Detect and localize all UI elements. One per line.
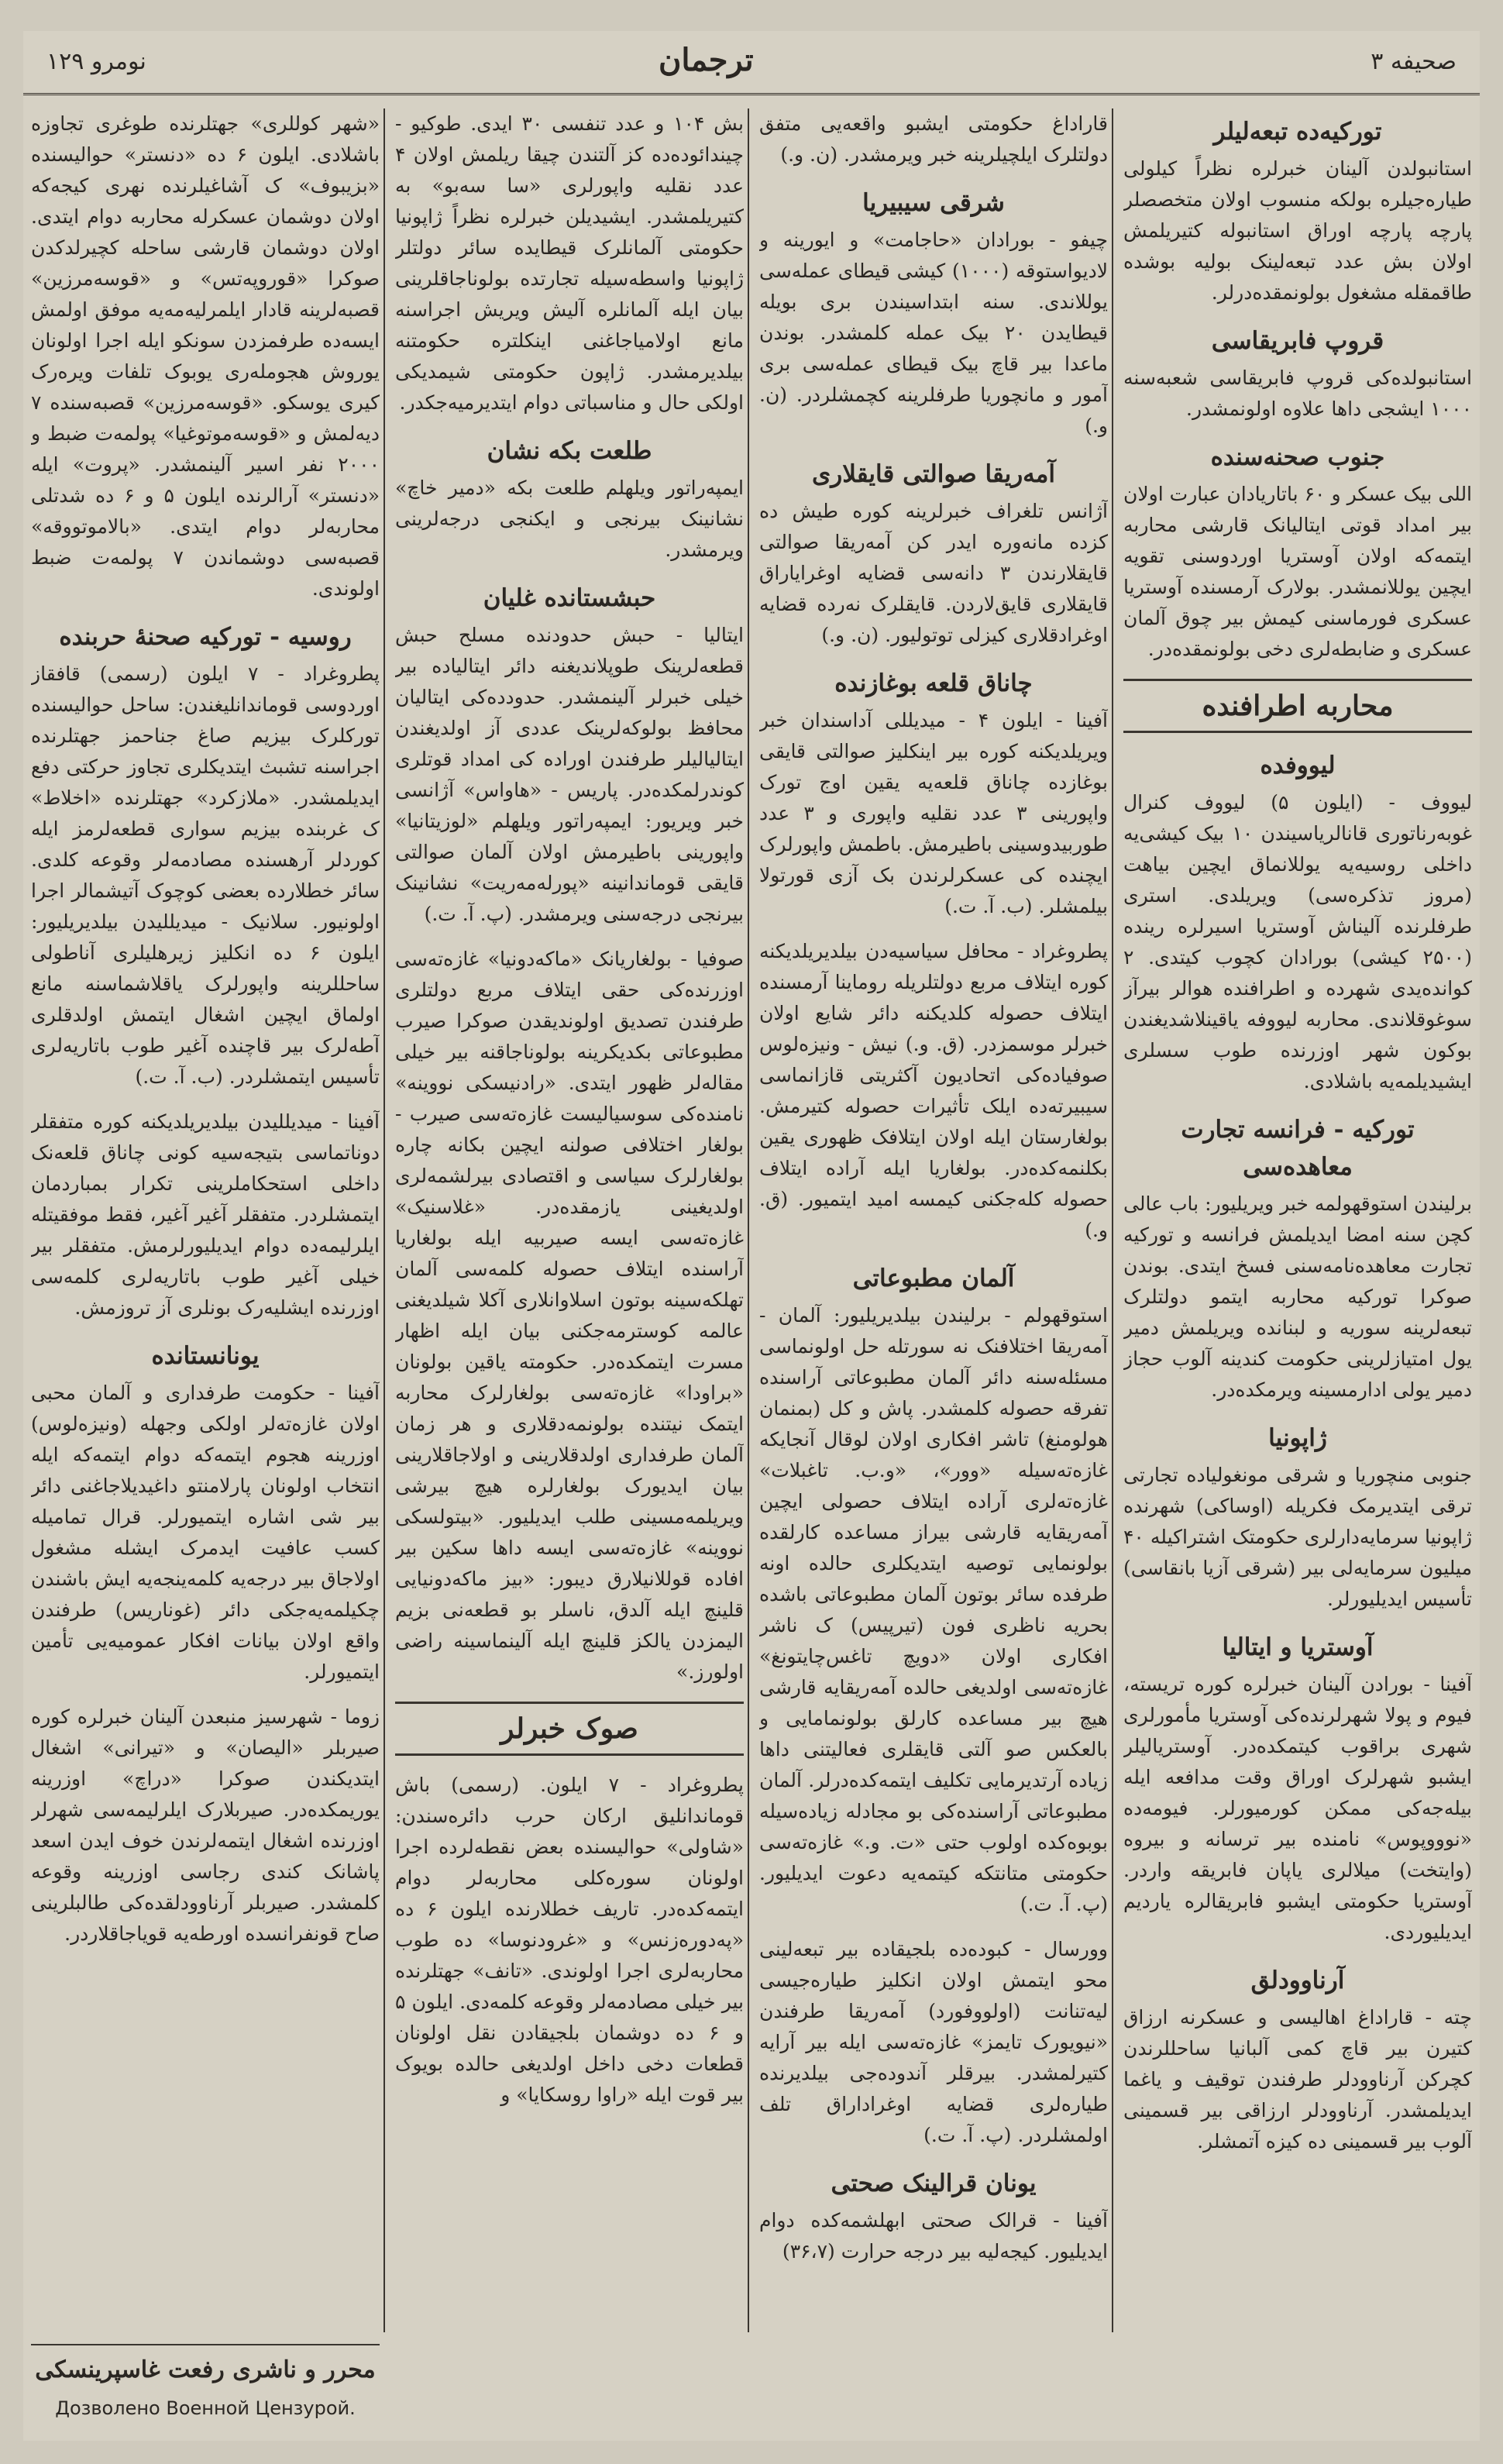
column-rule <box>1112 108 1113 2332</box>
article-heading: یونانستانده <box>151 1342 260 1370</box>
newspaper-title: ترجمان <box>659 42 754 78</box>
article-body: «شهر کوللری» جهتلرنده طوغری تجاوزه باشلادی. ایلون ۶ ده «دنستر» حوالیسنده «بزیبوف» ک آشاغیلرنده نهری کیجه‌که اولان دوشمان عسکرله محاربه دوام ایتدی. اولان دوشمان قارشی ساحله کچیرلدکدن صوکرا «قوروپه‌تس» و «قوسه‌مرزین» قصبه‌لرینه قادار ایلمرلیه‌مه‌یه موفق اولمش ایسه‌ده طرفمزدن سونکو ایله اجرا اولونان یوروش هجومله‌ری یوبوک تلفات ویره‌رک کیری یوسکو. «قوسه‌مرزین» قصبه‌سنده ۷ دیه‌لمش و «قوسه‌موتوغیا» پولمه‌ت ضبط و ۲۰۰۰ نفر اسیر آلینمشدر. «پروت» ایله «دنستر» آرالرنده ایلون ۵ و ۶ ده شدتلی محاربه‌لر دوام ایتدی. «بالاموتووقه» قصبه‌سی دوشماندن ۷ پولمه‌ت ضبط اولوندی. <box>31 112 380 600</box>
article-heading: شرقی سیبیریا <box>862 189 1005 217</box>
article <box>1123 113 1472 308</box>
article-heading: آلمان مطبوعاتی <box>852 1265 1015 1292</box>
article <box>31 1702 380 1950</box>
article <box>395 1702 744 1756</box>
article-heading: قروپ فابریقاسی <box>1211 327 1384 355</box>
article <box>1123 1629 1472 1948</box>
article-heading: تورکیه‌ده تبعه‌لیلر <box>1213 118 1382 146</box>
article-body: صوفیا - بولغاریانک «ماکه‌دونیا» غازه‌ته‌سی اوزرنده‌کی حقی ایتلاف مربع دولتلری طرفندن تصدیق اولوندیقدن صوکرا صیرب مطبوعاتی بکدیکرینه بولوناجاقنه بیر خیلی مقاله‌لر ظهور ایتدی. «رادنیسکی نووینه» نامنده‌کی سوسیالیست غازه‌ته‌سی صیرب - بولغار اختلافی صولنه ایچین بکانه چاره بولغارلرک سیاسی و اقتصادی بیرلشمه‌لری اولدیغینی یازمقده‌در. «غلاسنیک» غازه‌ته‌سی ایسه صیربیه ایله بولغاریا آراسنده ایتلاف حصوله کلمه‌سی آلمان تهلکه‌سینه بوتون اسلاوانلاری آکلا شیلدیغنی عالمه کوسترمه‌جکنی بیان ایله اظهار مسرت ایتمکده‌در. حکومته یاقین بولونان «براودا» غازه‌ته‌سی بولغارلرک محاربه ایتمک نیتنده بولونمه‌دقلاری و هر زمان آلمان طرفداری اولدقلارینی و اولاجاقلارینی بیان ایدیورک بولغارلره هیچ بیرشی ویریلمه‌مسینی طلب ایدیلیور. «بیتولسکی نووینه» غازه‌ته‌سی ایسه داها سکین بیر افاده قوللانیلارق دیبور: «بیز ماکه‌دونیایی قلینچ ایله آلدق، ناسلر بو قطعه‌نی بزیم الیمزدن یالکز قلینچ ایله آلینماسینه راضی اولورز.» <box>395 948 744 1683</box>
column-3 <box>395 108 744 2332</box>
article <box>31 1337 380 1688</box>
section-banner: صوک خبرلر <box>395 1702 744 1756</box>
article-body: قاراداغ حکومتی ایشبو واقعه‌یی متفق دولتلرک ایلچیلرینه خبر ویرمشدر. (ن. و.) <box>759 112 1108 166</box>
article-heading: حبشستانده غلیان <box>483 584 656 612</box>
article <box>1123 747 1472 1097</box>
article-heading: آمه‌ریقا صوالتی قایقلاری <box>811 460 1056 488</box>
article-body: اللی بیک عسکر و ۶۰ باتاریادان عبارت اولان بیر امداد قوتی ایتالیانک قارشی محاربه ایتمه‌که اولان آوستریا اوردوسنی تقویه ایچین یوللانمشدر. بولارک آرمسنده آوستریا عسکری فورماسنی کیمش بیر چوق آلمان عسکری و ضابطه‌لری دخی بولونمقده‌در. <box>1123 483 1472 660</box>
article-body: آفینا - میدیللیدن بیلدیریلدیکنه کوره متفقلر دوناتماسی بتیجه‌سیه کونی چاناق قلعه‌نک داخلی استحکاملرینی تکرار بمباردمان ایتمشلردر. متفقلر آغیر آغیر، فقط موفقیتله ایلرلیمه‌ده دوام ایدیلیورلرمش. متفقلر بیر خیلی آغیر طوب باتاریه‌لری کلمه‌سی اوزرنده ایشلیه‌رک بونلری آز تروزمش. <box>31 1110 380 1319</box>
article <box>759 665 1108 922</box>
footer <box>31 2344 380 2419</box>
article <box>759 2165 1108 2267</box>
article-body: ایتالیا - حبش حدودنده مسلح حبش قطعه‌لرینک طوپلاندیغنه دائر ایتالیاده بیر خیلی خبرلر آلینمشدر. حدودده‌کی ایتالیان محافظ بولوکه‌لرینک عددی آز اولدیغندن ایتالیالیلر طرفندن اوراده کی امداد قوتلری کوندرلمکده‌در. پاریس - «هاواس» آژانسی خبر ویریور: ایمپه‌راتور ویلهلم «لوزیتانیا» واپورینی باطیرمش اولان آلمان صوالتی قایقی قوماندانینه «پورله‌مه‌ریت» نشانینک بیرنجی درجه‌سنی ویرمشدر. (پ. آ. ت.) <box>395 624 744 925</box>
article-body: زوما - شهرسیز منبعدن آلینان خبرلره کوره صیربلر «الیصان» و «تیرانی» اشغال ایتدیکندن صوکرا «دراچ» اوزرینه یوریمکده‌در. صیربلارک ایلرلیمه‌سی شهرلر اوزرنده اشغال ایتمه‌لرندن خوف ایدن اسعد پاشانک کندی رجاسی اوزرینه وقوعه کلمشدر. صیربلر آرناوودلقده‌کی طالبلرینی صاح قونفرانسده اورطه‌یه قویاجاقلاردر. <box>31 1705 380 1945</box>
article <box>1123 679 1472 733</box>
article-body: برلیندن استوقهولمه خبر ویریلیور: باب عالی کچن سنه امضا ایدیلمش فرانسه و تورکیه تجارت معاهده‌نامه‌سنی فسخ ایتدی. بوندن صوکرا تورکیه محاربه ایتمو دولتلرک تبعه‌لرینه سوریه و لبنانده ویریلمش دمیر یول امتیازلرینی حکومت کندینه آلوب حجاز دمیر یولی ادارمسینه ویرمکده‌در. <box>1123 1192 1472 1401</box>
article-heading: چاناق قلعه بوغازنده <box>834 669 1033 697</box>
column-4 <box>31 108 380 2332</box>
article-body: وورسال - کبوده‌ده بلجیقاده بیر تبعه‌لینی محو ایتمش اولان انکلیز طیاره‌جیسی لیه‌تنانت (اولووفورد) آمه‌ریقا طرفندن «نیویورک تایمز» غازه‌ته‌سی ایله بیر آرایه کتیرلمشدر. بیرقلر آندوده‌جی بیلدیرنده طیاره‌لری قضایه اوغراداراق تلف اولمشلردر. (پ. آ. ت.) <box>759 1938 1108 2146</box>
article <box>759 1934 1108 2151</box>
article-body: استانبولدن آلینان خبرلره نظراً کیلولی طیاره‌جیلره بولکه منسوب اولان متخصصلر پارچه پارچه اوراق استانبوله کتیریلمش اولان بش عدد تبعه‌لینک بولیه بوشده طاقمقله مشغول بولونمقده‌درلر. <box>1123 157 1472 304</box>
article <box>759 456 1108 651</box>
section-banner: محاربه اطرافنده <box>1123 679 1472 733</box>
article-body: جنوبی منچوریا و شرقی مونغولیاده تجارتی ترقی ایتدیرمک فکریله (اوساکی) شهرنده ژاپونیا سرمایه‌دارلری حکومتک اشتراکیله ۴۰ میلیون سرمایه‌لی بیر (شرقی آزیا بانقاسی) تأسیس ایدیلیورلر. <box>1123 1464 1472 1610</box>
article <box>395 108 744 418</box>
article-heading: ژاپونیا <box>1268 1424 1327 1452</box>
article-body: آفینا - ایلون ۴ - میدیللی آداسندان خبر ویریلدیکنه کوره بیر اینکلیز صوالتی قایقی بوغازده چاناق قلعه‌یه یقین اوج تورک واپورینی ۳ عدد نقلیه واپوری و ۳ عدد طوربیدوسینی باطیرمش. باطمش واپورلرک ایچنده کی عسکرلرندن بک آزی قورتولا بیلمشلر. (ب. آ. ت.) <box>759 709 1108 917</box>
article <box>1123 322 1472 425</box>
column-1 <box>1123 108 1472 2332</box>
article-heading: تورکیه - فرانسه تجارت معاهده‌سی <box>1181 1116 1415 1181</box>
article-body: پطروغراد - محافل سیاسیه‌دن بیلدیریلدیکنه کوره ایتلاف مربع دولتلریله روماینا آرمسنده ایتلاف حصوله کلدیکنه دائر شایع اولان خبرلر موسمزدر. (ق. و.) نیش - ونیزه‌لوس صوفیاده‌کی اتحادیون آکثریتی قازانماسی سیبیرته‌ده ایلک تأثیرات حصوله کتیرمش. بولغارستان ایله اولان ایتلافک ظهوری یقین بکلنمه‌کده‌در. بولغاریا ایله آراده ایتلاف حصوله کله‌جکنی کیمسه امید ایتمیور. (ق. و.) <box>759 940 1108 1241</box>
article-body: پطروغراد - ۷ ایلون. (رسمی) باش قوماندانلیق ارکان حرب دائره‌سندن: «شاولی» حوالیسنده بعض نقطه‌لرده اجرا اولونان سوره‌کلی محاربه‌لر دوام ایتمه‌کده‌در. تاریف خطلارنده ایلون ۶ ده «په‌دوره‌زنس» و «غرودنوسا» ده طوب محاربه‌لری اجرا اولوندی. «تانف» جهتلرنده بیر خیلی مصادمه‌لر وقوعه کلمه‌دی. ایلون ۵ و ۶ ده دوشمان بلجیقادن نقل اولونان قطعات دخی داخل اولدیغی حالده بویوک بیر قوت ایله «راوا روسکایا» و <box>395 1774 744 2106</box>
article-heading: روسیه - تورکیه صحنهٔ حربنده <box>59 623 352 651</box>
article-body: چیفو - بورادان «حاجامت» و ایورینه و لادیواستوقه (۱۰۰۰) کیشی قیطای عمله‌سی یوللاندی. سنه ابتداسیندن بری بویله قیطایدن ۲۰ بیک عمله کلمشدر. بوندن ماعدا بیر قاچ بیک قیطای عمله‌سی بری آمور و مانچوریا طرفلرینه کچمشلردر. (ن. و.) <box>759 229 1108 437</box>
article-heading: طلعت بکه نشان <box>487 437 652 465</box>
article-body: آژانس تلغراف خبرلرینه کوره طیش ده کزده مانه‌وره ایدر کن آمه‌ریقا صوالتی قایقلارندن ۳ دانه‌سی قضایه اوغرایاراق قایقلاری قایق‌لاردن. قایقلرک نه‌رده قضایه اوغرادقلاری کیزلی توتولیور. (ن. و.) <box>759 500 1108 646</box>
article-heading: جنوب صحنه‌سنده <box>1210 443 1385 471</box>
article-body: ایمپه‌راتور ویلهلم طلعت بکه «دمیر خاچ» نشانینک بیرنجی و ایکنجی درجه‌لرینی ویرمشدر. <box>395 477 744 561</box>
article <box>31 618 380 1093</box>
page-number: صحیفه ۳ <box>1371 48 1457 75</box>
article <box>759 936 1108 1246</box>
article <box>395 1770 744 2111</box>
article-heading: لیووفده <box>1260 752 1336 779</box>
article-body: پطروغراد - ۷ ایلون (رسمی) قافقاز اوردوسی قوماندانلیغندن: ساحل حوالیسنده تورکلرک بیزیم صاغ جناحمز جهتلرنده اجراسنه تشبث ایتدیکلری تجاوز حرکتی دفع ایدیلمشدر. «ملازکرد» جهتلرنده «اخلاط» ک غربنده بیزیم سواری قطعه‌لرمز ایله کوردلر آرهسنده مصادمه‌لر وقوعه کلدی. سائر خطلارده بعضی کوچوک آتیشمالر اجرا اولونیور. سلانیک - میدیللیدن بیلدیریلیور: ایلون ۶ ده انکلیز زیرهلیلری آناطولی ساحللرینه واپورلرک یاقلاشماسنه مانع اولماق ایچین اشغال ایتمش اولدقلری آطه‌لرک بیر قاچنده آغیر طوب باتاریه‌لری تأسیس ایتمشلردر. (ب. آ. ت.) <box>31 662 380 1088</box>
article-body: استوقهولم - برلیندن بیلدیریلیور: آلمان - آمه‌ریقا اختلافنک نه سورتله حل اولونماسی مسئله‌سنه دائر آلمان مطبوعاتی آراسنده تفرقه حصوله کلمشدر. پاش و کل (بمنمان هولومنغ) تاشر افکاری اولان لوقال آنجایکه غازه‌ته‌سیله «وور»، «و.ب. تاغبلات» غازه‌ته‌لری آراده ایتلاف حصولی ایچین آمه‌ریقایه قارشی بیراز مساعده کارلقده بولونمایی توصیه ایتدیکلری حالده اونه طرفده سائر بوتون آلمان مطبوعاتی باشده بحریه ناظری فون (تیرپیس) ک ناشر افکاری اولان «دویچ تاغس‌چایتونغ» غازه‌ته‌سی اولدیغی حالده آمه‌ریقایه قارشی هیچ بیر مساعده کارلق بولونمامایی و بالعکس صو آلتی قایقلری فعالیتنی داها زیاده آرتدیرمایی تکلیف ایتمه‌کده‌درلر. آلمان مطبوعاتی آراسنده‌کی بو مجادله زیاده‌سیله بوبوه‌کده اولوب حتی «ت. و.» غازه‌ته‌سی حکومتی متانتکه کیتمه‌یه دعوت ایدیلیور. (پ. آ. ت.) <box>759 1304 1108 1915</box>
article-body: استانبولده‌کی قروپ فابریقاسی شعبه‌سنه ۱۰۰۰ ایشجی داها علاوه اولونمشدر. <box>1123 367 1472 420</box>
article-heading: یونان قرالینک صحتی <box>831 2170 1037 2197</box>
newspaper-page <box>23 31 1480 2441</box>
column-2 <box>759 108 1108 2332</box>
article <box>395 580 744 930</box>
article <box>395 432 744 566</box>
article-body: لیووف - (ایلون ۵) لیووف کنرال غوبه‌رناتوری قانالریاسیندن ۱۰ بیک کیشی‌یه داخلی روسیه‌یه یوللانماق ایچین بیاهت (مروز تذکره‌سی) ویریلدی. استری طرفلرنده آلیناش آوستریا اسیرلره رینده (۲۵۰۰ کیشی) بورادان کچوب کیتدی. ۲ کوانده‌یدی شهرده و اطرافنده هوالر بیرآز سوغوقلاندی. محاربه لیووفه یاقینلاشدیغندن بوکون شهر اوزرنده طوب سسلری ایشیدیلمه‌یه باشلادی. <box>1123 791 1472 1093</box>
article-body: آفینا - حکومت طرفداری و آلمان محبی اولان غازه‌ته‌لر اولکی وجهله (ونیزه‌لوس) اوزرینه هجوم ایتمه‌که دوام ایتمه‌که ایله انتخاب اولونان پارلامنتو داغیدیلاجاغنی دائر بیر شی اشاره ایتمیورلر. قرال تمامیله کسب عافیت ایدمرک ایشله مشغول اولاجاق بیر درجه‌یه کلمه‌ینجه‌یه ایش باشندن چکیلمه‌یه‌جکی دائر (غوناریس) طرفندن واقع اولان بیانات افکار عمومیه‌یی تأمین ایتمیورلر. <box>31 1382 380 1683</box>
column-rule <box>748 108 749 2332</box>
article-body: بش ۱۰۴ و عدد تنفسی ۳۰ ایدی. طوکیو - چیندائوده‌ده کز آلتندن چیقا ریلمش اولان ۴ عدد نقلیه واپورلری «سا سه‌بو» به کتیریلمشدر. ایشیدیلن خبرلره نظراً ژاپونیا حکومتی آلمانلرک قیطایده سائر دولتلر ژاپونیا واسطه‌سیله تجارتده بولوناجاقلرینی بیان ایله آلمانلره آلیش ویریش اجراسنه مانع اولامیاجاغنی اینکلتره حکومتنه بیلدیرمشدر. ژاپون حکومتی شیمدیکی اولکی حال و مناسباتی دوام ایتدیرمیه‌جکدر. <box>395 112 744 414</box>
article-heading: آرناوودلق <box>1250 1967 1345 1994</box>
article <box>759 184 1108 442</box>
article <box>1123 1962 1472 2157</box>
article <box>1123 439 1472 665</box>
article <box>31 108 380 604</box>
article <box>31 1106 380 1323</box>
article-heading: آوستریا و ایتالیا <box>1222 1633 1374 1661</box>
article <box>759 108 1108 170</box>
article <box>1123 1420 1472 1615</box>
article <box>395 944 744 1688</box>
article <box>1123 1111 1472 1406</box>
issue-number: نومرو ۱۲۹ <box>46 48 146 75</box>
article-body: آفینا - قرالک صحتی ابهلشمه‌کده دوام ایدیلیور. کیجه‌لیه بیر درجه حرارت (۳۶،۷) <box>759 2209 1108 2263</box>
editor-line: محرر و ناشری رفعت غاسپرینسکی <box>35 2356 376 2383</box>
masthead <box>23 31 1480 95</box>
column-rule <box>383 108 385 2332</box>
article-body: چته - قاراداغ اهالیسی و عسکرنه ارزاق کتیرن بیر قاچ کمی آلبانیا ساحللرندن کچرکن آرناوودلر طرفندن توقیف و یاغما ایدیلمشدر. آرناوودلر ارزاقی بیر قسمینی آلوب بیر قسمینی ده کیزه آتمشلر. <box>1123 2006 1472 2153</box>
censor-line: Дозволено Военной Цензурой. <box>55 2397 356 2419</box>
article <box>759 1260 1108 1920</box>
article-body: آفینا - بورادن آلینان خبرلره کوره تریسته، فیوم و پولا شهرلرنده‌کی آوستریا مأمورلری شهری براقوب کیتمکده‌در. آوستریالیلر ایشبو شهرلرک اوراق وقت مدافعه ایله بیله‌جه‌کی ممکن کورمیورلر. فیومه‌ده «نوووپوس» نامنده بیر ترسانه و بیروه (وایتخت) میلالری یاپان فابریقه واردر. آوستریا حکومتی ایشبو فابریقالره یاردیم ایدیلیوردی. <box>1123 1673 1472 1943</box>
